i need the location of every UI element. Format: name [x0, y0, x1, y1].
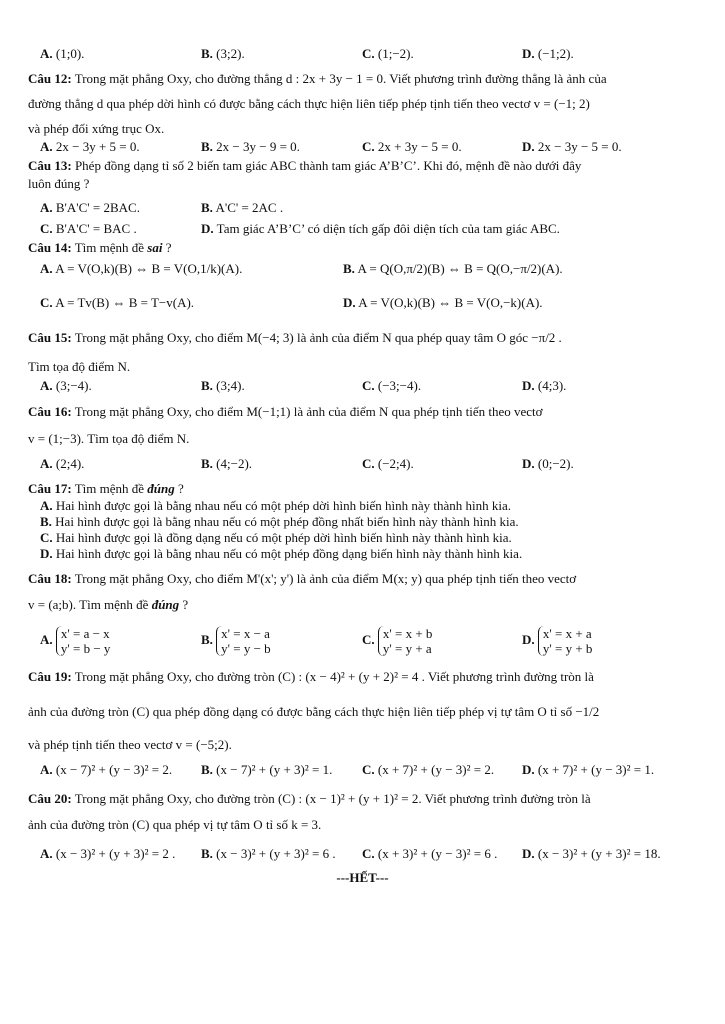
q19-option-c: C. (x + 7)² + (y − 3)² = 2.: [362, 762, 495, 777]
q12-option-d: D. 2x − 3y − 5 = 0.: [522, 139, 622, 154]
q16-option-a: A. (2;4).: [40, 456, 85, 471]
q20-line2: ảnh của đường tròn (C) qua phép vị tự tâm O tỉ số k = 3.: [28, 817, 322, 832]
q11-option-a: A. (1;0).: [40, 46, 85, 61]
q13-option-c: C. B'A'C' = BAC .: [40, 221, 137, 236]
q19-line2: ảnh của đường tròn (C) qua phép đồng dạng có được bằng cách thực hiện liên tiếp phép vị tự tâm O tỉ số −1/2: [28, 704, 600, 719]
q19-line1: Câu 19: Trong mặt phẳng Oxy, cho đường tròn (C) : (x − 4)² + (y + 2)² = 4 . Viết phương trình đường tròn là: [28, 669, 594, 684]
q19-line3: và phép tịnh tiến theo vectơ v = (−5;2).: [28, 737, 232, 752]
q17-statement-d: D. Hai hình được gọi là bằng nhau nếu có một phép đồng dạng biến hình này thành hình kia.: [40, 546, 523, 561]
q15-option-b: B. (3;4).: [201, 378, 245, 393]
q11-option-c: C. (1;−2).: [362, 46, 414, 61]
q14-stem: Câu 14: Tìm mệnh đề sai ?: [28, 240, 172, 255]
q11-option-b: B. (3;2).: [201, 46, 245, 61]
q16-line2: v = (1;−3). Tìm tọa độ điểm N.: [28, 431, 190, 446]
q17-statement-b: B. Hai hình được gọi là bằng nhau nếu có một phép đồng nhất biến hình này thành hình kia.: [40, 514, 519, 529]
q20-line1: Câu 20: Trong mặt phẳng Oxy, cho đường tròn (C) : (x − 1)² + (y + 1)² = 2. Viết phương trình đường tròn là: [28, 791, 591, 806]
q20-option-c: C. (x + 3)² + (y − 3)² = 6 .: [362, 846, 498, 861]
q16-option-b: B. (4;−2).: [201, 456, 253, 471]
q15-line1: Câu 15: Trong mặt phẳng Oxy, cho điểm M(−4; 3) là ảnh của điểm N qua phép quay tâm O góc −π/2 .: [28, 330, 562, 345]
q20-option-b: B. (x − 3)² + (y + 3)² = 6 .: [201, 846, 336, 861]
q19-option-b: B. (x − 7)² + (y + 3)² = 1.: [201, 762, 333, 777]
q13-option-b: B. A'C' = 2AC .: [201, 200, 284, 215]
q12-line1: Câu 12: Trong mặt phẳng Oxy, cho đường thẳng d : 2x + 3y − 1 = 0. Viết phương trình đường thẳng là ảnh của: [28, 71, 607, 86]
q12-option-a: A. 2x − 3y + 5 = 0.: [40, 139, 140, 154]
q12-line2: đường thẳng d qua phép dời hình có được bằng cách thực hiện liên tiếp phép tịnh tiến theo vectơ v = (−1; 2): [28, 96, 590, 111]
q13-line1: Câu 13: Phép đồng dạng tỉ số 2 biến tam giác ABC thành tam giác A’B’C’. Khi đó, mệnh đề nào dưới đây: [28, 158, 582, 173]
q13-option-d: D. Tam giác A’B’C’ có diện tích gấp đôi diện tích của tam giác ABC.: [201, 221, 560, 236]
q18-option-c: C. x' = x + b y' = y + a: [362, 626, 433, 657]
q13-line2: luôn đúng ?: [28, 176, 90, 191]
q14-option-a: A. A = V(O,k)(B) ⇔ B = V(O,1/k)(A).: [40, 261, 243, 276]
q11-option-d: D. (−1;2).: [522, 46, 574, 61]
q16-option-d: D. (0;−2).: [522, 456, 574, 471]
q20-option-d: D. (x − 3)² + (y + 3)² = 18.: [522, 846, 661, 861]
q17-statement-a: A. Hai hình được gọi là bằng nhau nếu có một phép dời hình biến hình này thành hình kia.: [40, 498, 512, 513]
q18-line1: Câu 18: Trong mặt phẳng Oxy, cho điểm M'(x'; y') là ảnh của điểm M(x; y) qua phép tịnh tiến theo vectơ: [28, 571, 577, 586]
end-marker: ---HẾT---: [336, 870, 389, 885]
q14-option-d: D. A = V(O,k)(B) ⇔ B = V(O,−k)(A).: [343, 295, 543, 310]
q19-option-d: D. (x + 7)² + (y − 3)² = 1.: [522, 762, 655, 777]
q17-statement-c: C. Hai hình được gọi là đồng dạng nếu có một phép dời hình biến hình này thành hình kia.: [40, 530, 512, 545]
q15-option-d: D. (4;3).: [522, 378, 567, 393]
q18-option-d: D. x' = x + a y' = y + b: [522, 626, 593, 657]
q18-option-b: B. x' = x − a y' = y − b: [201, 626, 271, 657]
q19-option-a: A. (x − 7)² + (y − 3)² = 2.: [40, 762, 173, 777]
q14-option-b: B. A = Q(O,π/2)(B) ⇔ B = Q(O,−π/2)(A).: [343, 261, 563, 276]
q15-option-c: C. (−3;−4).: [362, 378, 422, 393]
q15-option-a: A. (3;−4).: [40, 378, 92, 393]
q12-line3: và phép đối xứng trục Ox.: [28, 121, 165, 136]
q15-line2: Tìm tọa độ điểm N.: [28, 359, 131, 374]
q17-stem: Câu 17: Tìm mệnh đề đúng ?: [28, 481, 184, 496]
q16-option-c: C. (−2;4).: [362, 456, 414, 471]
q18-line2: v = (a;b). Tìm mệnh đề đúng ?: [28, 597, 189, 612]
q14-option-c: C. A = Tv(B) ⇔ B = T−v(A).: [40, 295, 195, 310]
q12-option-c: C. 2x + 3y − 5 = 0.: [362, 139, 462, 154]
q16-line1: Câu 16: Trong mặt phẳng Oxy, cho điểm M(−1;1) là ảnh của điểm N qua phép tịnh tiến theo vectơ: [28, 404, 543, 419]
q13-option-a: A. B'A'C' = 2BAC.: [40, 200, 140, 215]
q18-option-a: A. x' = a − x y' = b − y: [40, 626, 111, 657]
q12-option-b: B. 2x − 3y − 9 = 0.: [201, 139, 300, 154]
q20-option-a: A. (x − 3)² + (y + 3)² = 2 .: [40, 846, 176, 861]
